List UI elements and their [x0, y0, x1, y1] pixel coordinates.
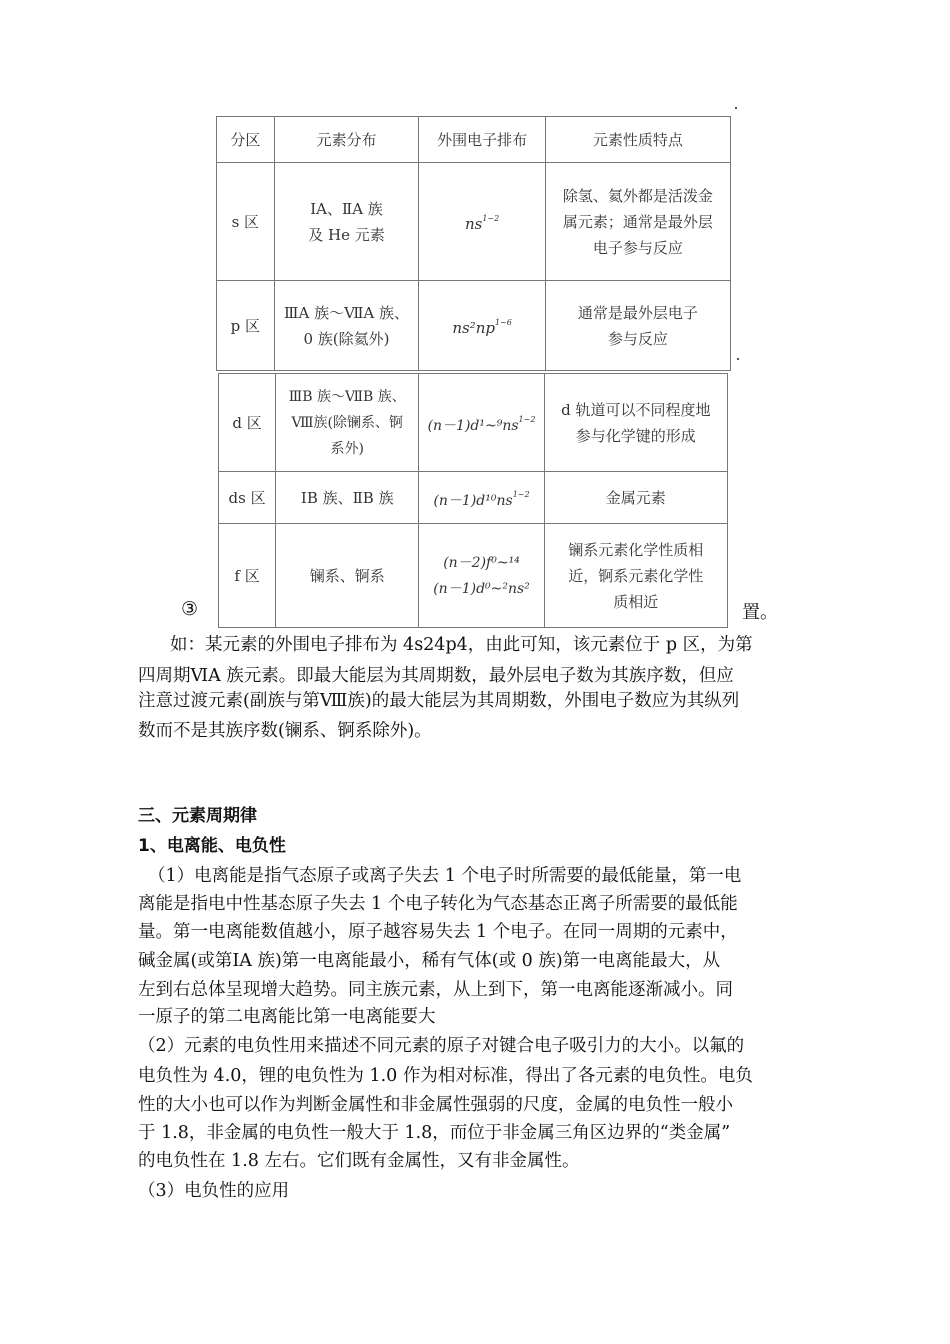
- paragraph-line: 数而不是其族序数(镧系、锕系除外)。: [138, 721, 432, 741]
- section-heading: 三、元素周期律: [138, 806, 257, 826]
- properties-line: 质相近: [613, 592, 659, 611]
- distribution-cell: [274, 281, 419, 371]
- paragraph-line: 离能是指电中性基态原子失去 1 个电子转化为气态基态正离子所需要的最低能: [138, 894, 738, 914]
- zone-cell: s 区: [217, 163, 275, 281]
- distribution-cell: [276, 472, 419, 524]
- properties-cell: [544, 472, 727, 524]
- speck-mark: [735, 107, 737, 109]
- table-row: [217, 163, 731, 281]
- config-sup: 1~2: [482, 214, 500, 223]
- table-header-row: [217, 117, 731, 163]
- config-cell: [419, 524, 544, 628]
- zone-cell: d 区: [219, 374, 276, 472]
- cut-off-text: 置。: [742, 602, 778, 623]
- config-line: (n－1)d⁰~²ns²: [433, 580, 530, 597]
- paragraph-line: 于 1.8，非金属的电负性一般大于 1.8，而位于非金属三角区边界的“类金属”: [138, 1123, 731, 1143]
- paragraph-line: 碱金属(或第ⅠA 族)第一电离能最小，稀有气体(或 0 族)第一电离能最大，从: [138, 951, 721, 971]
- config-base: ns: [464, 215, 483, 233]
- paragraph-line: 如：某元素的外围电子排布为 4s24p4，由此可知，该元素位于 p 区，为第: [170, 635, 753, 655]
- circle-number-mark: ③: [181, 598, 199, 620]
- paragraph-line: （2）元素的电负性用来描述不同元素的原子对键合电子吸引力的大小。以氟的: [138, 1036, 745, 1056]
- paragraph-line: （3）电负性的应用: [138, 1181, 290, 1201]
- header-config: 外围电子排布: [419, 117, 545, 163]
- paragraph-line: 四周期ⅥA 族元素。即最大能层为其周期数，最外层电子数为其族序数，但应: [138, 666, 734, 686]
- periodic-zone-table-bottom: [218, 373, 728, 628]
- distribution-cell: [276, 374, 419, 472]
- paragraph-line: 量。第一电离能数值越小，原子越容易失去 1 个电子。在同一周期的元素中，: [138, 922, 738, 942]
- paragraph-line: （1）电离能是指气态原子或离子失去 1 个电子时所需要的最低能量，第一电: [148, 866, 742, 886]
- table-row: [219, 524, 728, 628]
- config-cell: [419, 163, 545, 281]
- table-row: [217, 281, 731, 371]
- config-sup: 1~6: [494, 318, 512, 327]
- distribution-line: 系外): [330, 440, 364, 457]
- config-base: (n－1)d¹⁰ns: [433, 492, 513, 509]
- distribution-cell: [276, 524, 419, 628]
- paragraph-line: 一原子的第二电离能比第一电离能要大: [138, 1007, 436, 1027]
- properties-line: 参与反应: [607, 329, 668, 348]
- distribution-line: Ⅷ族(除镧系、锕: [291, 414, 403, 431]
- config-cell: [419, 281, 545, 371]
- distribution-line: 及 He 元素: [308, 225, 385, 244]
- paragraph-line: 注意过渡元素(副族与第Ⅷ族)的最大能层为其周期数，外围电子数应为其纵列: [138, 691, 740, 711]
- zone-cell: f 区: [219, 524, 276, 628]
- properties-line: 属元素；通常是最外层: [562, 212, 713, 231]
- config-line: (n－2)f⁰~¹⁴: [443, 554, 520, 571]
- sub-heading: 1、电离能、电负性: [138, 836, 286, 856]
- speck-mark: [737, 358, 739, 360]
- properties-line: 镧系元素化学性质相: [568, 540, 704, 559]
- distribution-line: ⅠA、ⅡA 族: [310, 199, 383, 218]
- distribution-line: ⅠB 族、ⅡB 族: [300, 488, 394, 507]
- properties-cell: [545, 281, 730, 371]
- header-properties: 元素性质特点: [545, 117, 730, 163]
- distribution-line: 0 族(除氦外): [303, 329, 390, 348]
- zone-cell: p 区: [217, 281, 275, 371]
- header-distribution: 元素分布: [274, 117, 419, 163]
- properties-line: 近，锕系元素化学性: [568, 566, 704, 585]
- distribution-line: 镧系、锕系: [309, 566, 385, 585]
- header-zone: 分区: [217, 117, 275, 163]
- properties-line: 电子参与反应: [592, 238, 683, 257]
- properties-line: 通常是最外层电子: [577, 303, 698, 322]
- distribution-line: ⅢB 族～ⅦB 族、: [288, 388, 406, 405]
- table-row: [219, 472, 728, 524]
- properties-cell: [544, 524, 727, 628]
- config-sup: 1~2: [518, 414, 536, 424]
- paragraph-line: 左到右总体呈现增大趋势。同主族元素，从上到下，第一电离能逐渐减小。同: [138, 980, 733, 1000]
- properties-cell: [545, 163, 730, 281]
- config-base: ns²np: [452, 319, 495, 337]
- table-row: [219, 374, 728, 472]
- properties-cell: [544, 374, 727, 472]
- zone-cell: ds 区: [219, 472, 276, 524]
- config-cell: [419, 472, 544, 524]
- distribution-line: ⅢA 族～ⅦA 族、: [284, 303, 410, 322]
- distribution-cell: [274, 163, 419, 281]
- config-cell: [419, 374, 544, 472]
- config-base: (n－1)d¹~⁹ns: [427, 417, 519, 434]
- paragraph-line: 电负性为 4.0，锂的电负性为 1.0 作为相对标准，得出了各元素的电负性。电负: [138, 1066, 753, 1086]
- properties-line: 参与化学键的形成: [575, 426, 696, 445]
- paragraph-line: 性的大小也可以作为判断金属性和非金属性强弱的尺度，金属的电负性一般小: [138, 1095, 733, 1115]
- paragraph-line: 的电负性在 1.8 左右。它们既有金属性，又有非金属性。: [138, 1151, 580, 1171]
- properties-line: d 轨道可以不同程度地: [561, 400, 711, 419]
- config-sup: 1~2: [512, 489, 530, 499]
- properties-line: 金属元素: [605, 488, 666, 507]
- periodic-zone-table-top: [216, 116, 731, 371]
- properties-line: 除氢、氦外都是活泼金: [562, 186, 713, 205]
